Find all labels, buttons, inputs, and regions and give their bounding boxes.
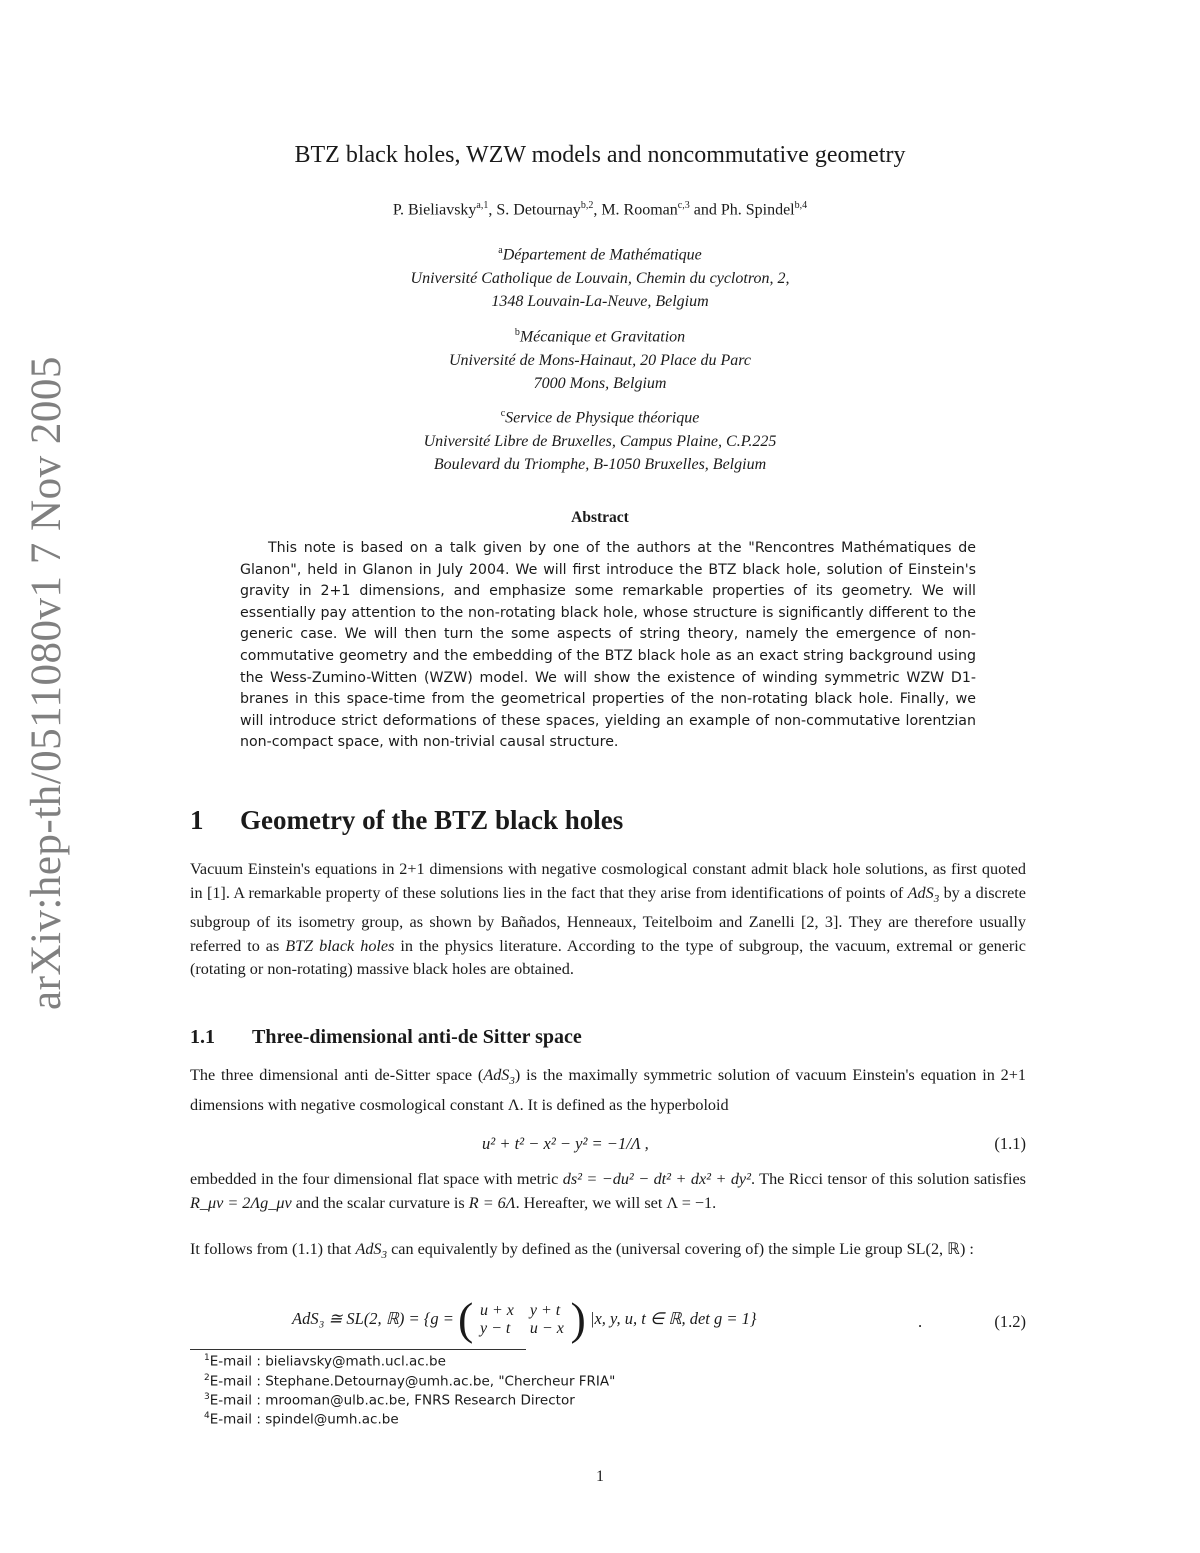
text-run: can equivalently by defined as the (universal covering of) the simple Lie group SL(2, ℝ) : — [387, 1240, 974, 1258]
footnote-text: E-mail : Stephane.Detournay@umh.ac.be, "Chercheur FRIA" — [209, 1373, 616, 1390]
footnote-mark: 4 — [204, 1411, 210, 1421]
equation-1-2 — [190, 1293, 1026, 1350]
section-heading — [190, 805, 623, 836]
author: S. Detournay — [496, 201, 581, 219]
right-paren: ) — [570, 1293, 586, 1344]
author-sep: and — [689, 201, 721, 219]
text-run: It follows from (1.1) that — [190, 1240, 356, 1258]
math-metric: ds² = −du² − dt² + dx² + dy² — [562, 1170, 751, 1188]
equation-tag: (1.1) — [994, 1134, 1026, 1153]
math-ads3: AdS — [483, 1066, 510, 1084]
footnote — [204, 1373, 615, 1390]
author: Ph. Spindel — [720, 201, 795, 219]
matrix-cell: u + x — [480, 1302, 514, 1319]
affiliation-mark: b — [514, 327, 520, 338]
affiliation-line: 7000 Mons, Belgium — [533, 375, 667, 393]
emphasis-btz: BTZ black holes — [285, 936, 395, 955]
footnote-text: E-mail : mrooman@ulb.ac.be, FNRS Research Director — [209, 1392, 575, 1409]
equation-body: u² + t² − x² − y² = −1/Λ , — [482, 1134, 649, 1153]
section-title: Geometry of the BTZ black holes — [240, 805, 624, 835]
affiliation-mark: a — [498, 245, 503, 256]
subsection-title: Three-dimensional anti-de Sitter space — [252, 1026, 582, 1048]
equation-trailing-dot: . — [918, 1312, 923, 1331]
text-run: ) is the maximally symmetric solution of vacuum Einstein's equation in 2+1 dimensions with negative cosmological constant Λ. It is defined as the hyperboloid — [190, 1066, 1026, 1114]
affiliation-line: Université Catholique de Louvain, Chemin du cyclotron, 2, — [410, 269, 790, 287]
text-run: . Hereafter, we will set Λ = −1. — [515, 1193, 717, 1212]
math-subscript: 3 — [509, 1075, 515, 1088]
equation-body — [292, 1293, 757, 1344]
footnote-mark: 1 — [204, 1353, 210, 1363]
paper-title: BTZ black holes, WZW models and noncommutative geometry — [294, 142, 906, 168]
subsection-number: 1.1 — [190, 1026, 215, 1048]
math-ads3: AdS — [355, 1240, 382, 1258]
footnote-mark: 3 — [204, 1392, 210, 1402]
author-mark: c,3 — [677, 200, 690, 211]
footnote — [204, 1353, 446, 1370]
matrix-cell: y − t — [480, 1320, 511, 1337]
footnote — [204, 1392, 575, 1409]
author-sep: , — [488, 201, 497, 219]
equation-lhs: AdS₃ ≅ SL(2, ℝ) = {g = — [292, 1308, 458, 1328]
math-subscript: 3 — [933, 892, 940, 905]
math-ads3: AdS — [907, 883, 934, 902]
affiliation-a — [0, 239, 1200, 314]
arxiv-stamp: arXiv:hep-th/0511080v1 7 Nov 2005 — [23, 356, 70, 1010]
text-run: embedded in the four dimensional flat space with metric — [190, 1170, 563, 1188]
math-subscript: 3 — [381, 1249, 388, 1262]
equation-rhs: |x, y, u, t ∈ ℝ, det g = 1} — [589, 1308, 757, 1328]
section-paragraph — [190, 858, 1026, 982]
left-paren: ( — [458, 1293, 474, 1344]
affiliation-line: Service de Physique théorique — [505, 409, 700, 427]
affiliation-line: Université Libre de Bruxelles, Campus Plaine, C.P.225 — [423, 432, 777, 450]
text-run: . The Ricci tensor of this solution satisfies — [750, 1170, 1026, 1188]
text-run: in the physics literature. According to the type of subgroup, the vacuum, extremal or generic (rotating or non-rotating) massive black holes are obtained. — [190, 936, 1026, 979]
math-ricci: R_μν = 2Λg_μν — [190, 1193, 292, 1212]
text-run: The three dimensional anti de-Sitter space ( — [190, 1066, 484, 1084]
text-run: by a discrete subgroup of its isometry group, as shown by Bañados, Henneaux, Teitelboim and Zanelli [2, 3]. They are therefore usually referred to as — [190, 883, 1026, 955]
author-mark: a,1 — [476, 200, 489, 211]
footnote-text: E-mail : bieliavsky@math.ucl.ac.be — [209, 1353, 446, 1370]
author-mark: b,2 — [580, 200, 594, 211]
footnote-rule — [190, 1349, 526, 1350]
author-list — [0, 200, 1200, 219]
author-sep: , — [593, 201, 602, 219]
affiliation-line: Boulevard du Triomphe, B-1050 Bruxelles, Belgium — [433, 456, 767, 474]
author: M. Rooman — [601, 201, 678, 219]
equation-tag: (1.2) — [994, 1312, 1026, 1331]
footnote-mark: 2 — [204, 1373, 210, 1383]
subsection-paragraph-2 — [190, 1168, 1026, 1215]
footnote — [204, 1411, 399, 1428]
affiliation-line: Département de Mathématique — [502, 246, 702, 264]
text-run: and the scalar curvature is — [291, 1193, 469, 1212]
author-mark: b,4 — [794, 200, 808, 211]
subsection-paragraph-3 — [190, 1238, 1026, 1268]
affiliation-line: 1348 Louvain-La-Neuve, Belgium — [491, 293, 709, 311]
abstract-heading: Abstract — [571, 509, 629, 526]
affiliation-line: Mécanique et Gravitation — [519, 328, 686, 346]
subsection-heading — [190, 1026, 582, 1049]
author: P. Bieliavsky — [392, 201, 477, 219]
abstract-body: This note is based on a talk given by one of the authors at the "Rencontres Mathématiques de Glanon", held in Glanon in July 2004. We will first introduce the BTZ black hole, solution of Einstein's gravity in 2+1 dimensions, and emphasize some remarkable properties of its geometry. We will essentially pay attention to the non-rotating black hole, whose structure is significantly different to the generic case. We will then turn the some aspects of string theory, namely the emergence of non-commutative geometry and the embedding of the BTZ black hole as an exact string background using the Wess-Zumino-Witten (WZW) model. We will show the existence of winding symmetric WZW D1-branes in this space-time from the geometrical properties of the non-rotating black hole. Finally, we will introduce strict deformations of these spaces, yielding an example of non-commutative lorentzian non-compact space, with non-trivial causal structure. — [240, 540, 976, 751]
matrix — [458, 1293, 586, 1344]
matrix-table — [472, 1302, 572, 1338]
section-number: 1 — [190, 805, 204, 835]
matrix-cell: u − x — [529, 1320, 564, 1337]
math-scalar: R = 6Λ — [468, 1193, 516, 1212]
affiliation-b — [0, 321, 1200, 396]
affiliation-mark: c — [500, 408, 506, 419]
affiliation-c — [0, 402, 1200, 477]
affiliation-line: Université de Mons-Hainaut, 20 Place du Parc — [448, 351, 751, 369]
subsection-paragraph-1 — [190, 1064, 1026, 1117]
matrix-cell: y + t — [529, 1302, 561, 1319]
text-run: Vacuum Einstein's equations in 2+1 dimensions with negative cosmological constant admit black hole solutions, as first quoted in [1]. A remarkable property of these solutions lies in the fact that they arise from identifications of points of — [190, 860, 1026, 902]
page-number: 1 — [596, 1468, 604, 1485]
footnote-text: E-mail : spindel@umh.ac.be — [209, 1411, 399, 1428]
